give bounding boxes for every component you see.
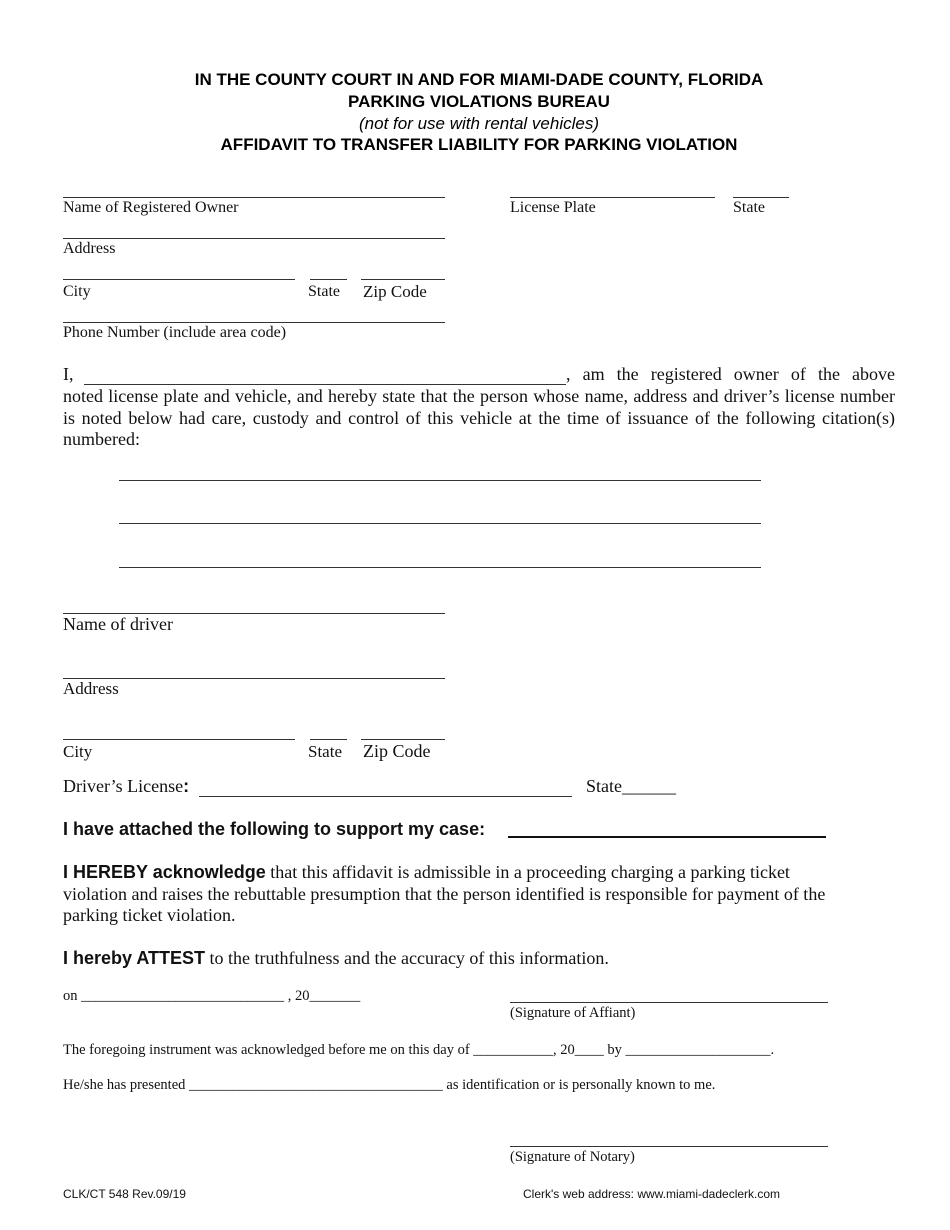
- support-label: I have attached the following to support my case:: [63, 819, 486, 839]
- owner-zip-field[interactable]: [361, 279, 445, 280]
- statement-body: noted license plate and vehicle, and hereby state that the person whose name, address and driver’s license number is noted below had care, custody and control of this vehicle at the time of issuance of the following citation(s) numbered:: [63, 386, 895, 449]
- driver-name-label: Name of driver: [63, 614, 173, 634]
- court-heading: IN THE COUNTY COURT IN AND FOR MIAMI-DADE COUNTY, FLORIDA: [194, 70, 764, 89]
- statement-prefix: I,: [63, 364, 74, 384]
- notary-ack-line[interactable]: The foregoing instrument was acknowledged before me on this day of ___________, 20____ by ____________________.: [63, 1042, 775, 1058]
- driver-city-label: City: [63, 742, 93, 761]
- driver-license-label: [63, 776, 189, 797]
- identification-line[interactable]: He/she has presented ___________________________________ as identification or is personally known to me.: [63, 1077, 716, 1093]
- license-plate-label: License Plate: [510, 199, 596, 216]
- citation-line-2[interactable]: [119, 523, 761, 524]
- signing-date-line[interactable]: on ____________________________ , 20_______: [63, 988, 361, 1004]
- form-id: CLK/CT 548 Rev.09/19: [63, 1187, 186, 1201]
- statement-suffix: , am the registered owner of the above: [566, 364, 895, 384]
- acknowledge-lead: I HEREBY acknowledge: [63, 862, 266, 882]
- owner-state-label: State: [308, 283, 340, 300]
- owner-address-field[interactable]: [63, 238, 445, 239]
- attest-text: to the truthfulness and the accuracy of this information.: [205, 948, 609, 968]
- driver-zip-label: Zip Code: [363, 741, 431, 761]
- driver-address-label: Address: [63, 679, 119, 698]
- citation-line-1[interactable]: [119, 480, 761, 481]
- rental-note: (not for use with rental vehicles): [359, 114, 599, 133]
- attest-lead: I hereby ATTEST: [63, 948, 206, 968]
- plate-state-field[interactable]: [733, 197, 789, 198]
- owner-city-label: City: [63, 283, 91, 300]
- owner-name-statement-field[interactable]: [84, 384, 566, 385]
- driver-zip-field[interactable]: [361, 739, 445, 740]
- owner-state-field[interactable]: [310, 279, 347, 280]
- form-title: AFFIDAVIT TO TRANSFER LIABILITY FOR PARKING VIOLATION: [220, 135, 738, 154]
- driver-license-state[interactable]: State______: [586, 776, 676, 796]
- attest-paragraph: [63, 948, 843, 970]
- notary-signature-label: (Signature of Notary): [510, 1149, 635, 1165]
- owner-address-label: Address: [63, 240, 116, 257]
- bureau-heading: PARKING VIOLATIONS BUREAU: [348, 92, 610, 111]
- driver-city-field[interactable]: [63, 739, 295, 740]
- driver-license-colon: :: [183, 776, 190, 796]
- acknowledge-text: that this affidavit is admissible in a proceeding charging a parking ticket violation and raises the rebuttable presumption that the person identified is responsible for payment of the parking ticket violation.: [63, 862, 826, 925]
- clerk-web-address: Clerk's web address: www.miami-dadeclerk.com: [523, 1187, 781, 1201]
- notary-signature-field[interactable]: [510, 1146, 828, 1147]
- owner-phone-field[interactable]: [63, 322, 445, 323]
- owner-zip-label: Zip Code: [363, 282, 427, 301]
- license-plate-field[interactable]: [510, 197, 715, 198]
- acknowledge-paragraph: [63, 862, 843, 927]
- driver-license-label-text: Driver’s License: [63, 776, 184, 796]
- driver-address-field[interactable]: [63, 678, 445, 679]
- owner-name-label: Name of Registered Owner: [63, 199, 239, 216]
- affiant-signature-label: (Signature of Affiant): [510, 1005, 636, 1021]
- driver-state-field[interactable]: [310, 739, 347, 740]
- affiant-signature-field[interactable]: [510, 1002, 828, 1003]
- owner-name-field[interactable]: [63, 197, 445, 198]
- citation-line-3[interactable]: [119, 567, 761, 568]
- owner-phone-label: Phone Number (include area code): [63, 324, 287, 341]
- plate-state-label: State: [733, 199, 765, 216]
- driver-license-field[interactable]: [199, 796, 572, 797]
- driver-state-label: State: [308, 742, 342, 761]
- owner-city-field[interactable]: [63, 279, 295, 280]
- support-field[interactable]: [508, 836, 826, 838]
